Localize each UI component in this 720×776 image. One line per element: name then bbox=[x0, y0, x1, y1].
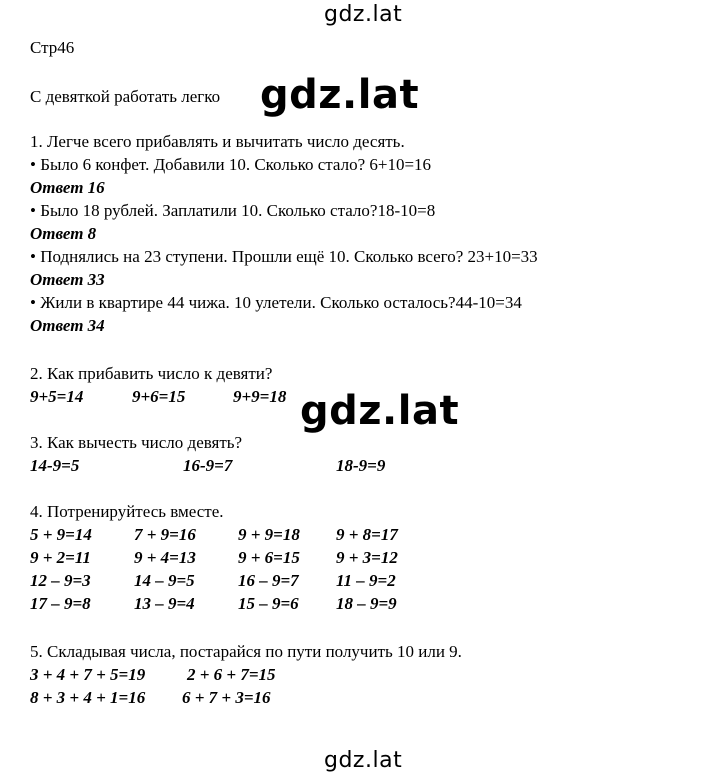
task1-answer-1: Ответ 16 bbox=[30, 178, 105, 197]
task2-equation: 9+6=15 bbox=[132, 387, 186, 406]
task4-equation: 9 + 6=15 bbox=[238, 548, 300, 567]
task4-equation: 12 – 9=3 bbox=[30, 571, 91, 590]
task4-equation: 5 + 9=14 bbox=[30, 525, 92, 544]
task2-heading: 2. Как прибавить число к девяти? bbox=[30, 364, 273, 383]
task5-equation: 2 + 6 + 7=15 bbox=[187, 665, 276, 684]
task4-equation: 9 + 9=18 bbox=[238, 525, 300, 544]
task3-equation: 16-9=7 bbox=[183, 456, 233, 475]
watermark-bottom: gdz.lat bbox=[324, 748, 403, 773]
task3-equation: 14-9=5 bbox=[30, 456, 80, 475]
task4-equation: 9 + 4=13 bbox=[134, 548, 196, 567]
task4-equation: 14 – 9=5 bbox=[134, 571, 195, 590]
task1-answer-4: Ответ 34 bbox=[30, 316, 105, 335]
task3-heading: 3. Как вычесть число девять? bbox=[30, 433, 243, 452]
task4-equation: 7 + 9=16 bbox=[134, 525, 196, 544]
task1-answer-2: Ответ 8 bbox=[30, 224, 97, 243]
watermark-title: gdz.lat bbox=[260, 72, 420, 118]
task3-equation: 18-9=9 bbox=[336, 456, 386, 475]
task4-equation: 17 – 9=8 bbox=[30, 594, 91, 613]
task4-equation: 9 + 2=11 bbox=[30, 548, 91, 567]
page-title: С девяткой работать легко bbox=[30, 87, 221, 106]
watermark-middle: gdz.lat bbox=[300, 388, 460, 434]
task4-equation: 9 + 8=17 bbox=[336, 525, 398, 544]
task4-equation: 15 – 9=6 bbox=[238, 594, 299, 613]
task1-answer-3: Ответ 33 bbox=[30, 270, 105, 289]
task5-equation: 8 + 3 + 4 + 1=16 bbox=[30, 688, 146, 707]
task5-equation: 3 + 4 + 7 + 5=19 bbox=[30, 665, 146, 684]
task2-equation: 9+9=18 bbox=[233, 387, 287, 406]
task4-equation: 16 – 9=7 bbox=[238, 571, 299, 590]
task5-equation: 6 + 7 + 3=16 bbox=[182, 688, 271, 707]
task4-heading: 4. Потренируйтесь вместе. bbox=[30, 502, 224, 521]
task4-equation: 11 – 9=2 bbox=[336, 571, 396, 590]
task1-heading: 1. Легче всего прибавлять и вычитать число десять. bbox=[30, 132, 405, 151]
task1-item-4: • Жили в квартире 44 чижа. 10 улетели. Сколько осталось?44-10=34 bbox=[30, 293, 522, 312]
task5-heading: 5. Складывая числа, постарайся по пути получить 10 или 9. bbox=[30, 642, 462, 661]
task1-item-1: • Было 6 конфет. Добавили 10. Сколько стало? 6+10=16 bbox=[30, 155, 432, 174]
task1-item-2: • Было 18 рублей. Заплатили 10. Сколько стало?18-10=8 bbox=[30, 201, 436, 220]
task4-equation: 18 – 9=9 bbox=[336, 594, 397, 613]
task4-equation: 13 – 9=4 bbox=[134, 594, 195, 613]
task2-equation: 9+5=14 bbox=[30, 387, 84, 406]
task4-equation: 9 + 3=12 bbox=[336, 548, 398, 567]
task1-item-3: • Поднялись на 23 ступени. Прошли ещё 10. Сколько всего? 23+10=33 bbox=[30, 247, 538, 266]
watermark-top: gdz.lat bbox=[324, 2, 403, 27]
page-label: Стр46 bbox=[30, 38, 75, 57]
